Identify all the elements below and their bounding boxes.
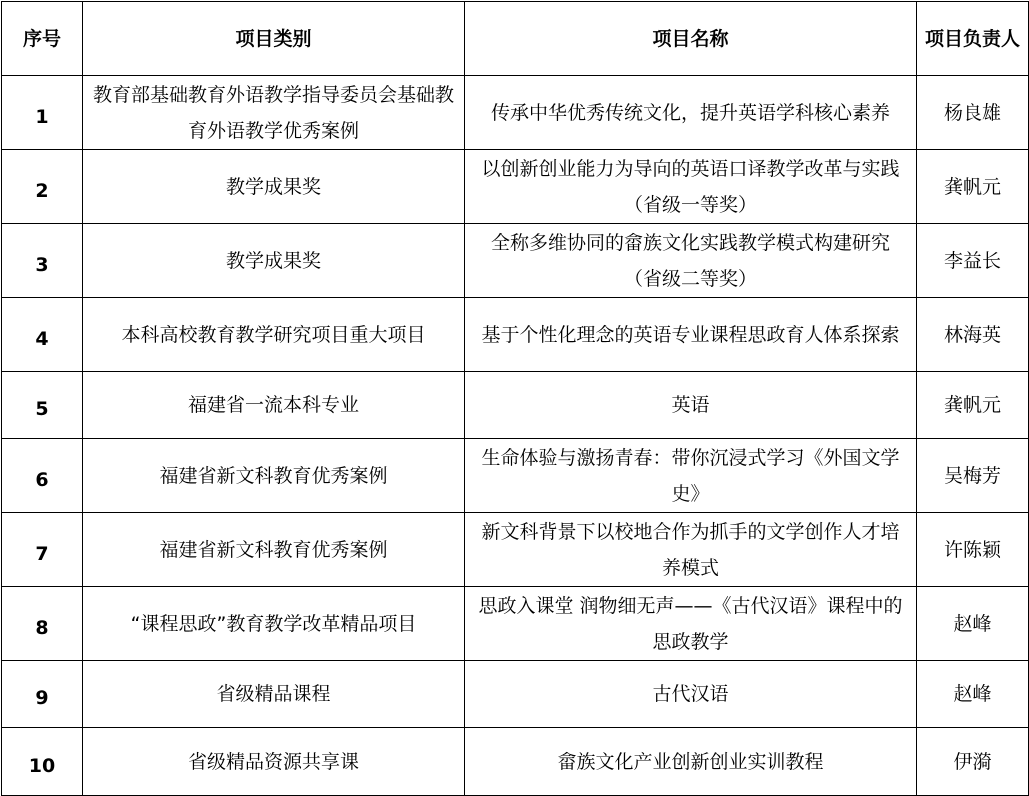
row-category: 本科高校教育教学研究项目重大项目 — [83, 298, 465, 372]
header-leader: 项目负责人 — [917, 2, 1029, 76]
row-category: 教学成果奖 — [83, 224, 465, 298]
row-leader: 吴梅芳 — [917, 439, 1029, 513]
row-category: 福建省新文科教育优秀案例 — [83, 513, 465, 587]
row-category: 教育部基础教育外语教学指导委员会基础教育外语教学优秀案例 — [83, 76, 465, 150]
row-num: 5 — [2, 372, 83, 439]
row-leader: 林海英 — [917, 298, 1029, 372]
header-category: 项目类别 — [83, 2, 465, 76]
table-row — [2, 439, 1029, 513]
row-name: 以创新创业能力为导向的英语口译教学改革与实践（省级一等奖） — [465, 150, 917, 224]
row-leader: 杨良雄 — [917, 76, 1029, 150]
table-row — [2, 224, 1029, 298]
row-name: 全称多维协同的畲族文化实践教学模式构建研究（省级二等奖） — [465, 224, 917, 298]
table-row — [2, 372, 1029, 439]
row-num: 1 — [2, 76, 83, 150]
row-leader: 李益长 — [917, 224, 1029, 298]
row-category: 福建省一流本科专业 — [83, 372, 465, 439]
row-num: 10 — [2, 728, 83, 796]
table-row — [2, 298, 1029, 372]
row-leader: 赵峰 — [917, 661, 1029, 728]
row-name: 生命体验与激扬青春：带你沉浸式学习《外国文学史》 — [465, 439, 917, 513]
row-num: 9 — [2, 661, 83, 728]
row-name: 英语 — [465, 372, 917, 439]
row-num: 2 — [2, 150, 83, 224]
row-category: 省级精品资源共享课 — [83, 728, 465, 796]
row-name: 传承中华优秀传统文化，提升英语学科核心素养 — [465, 76, 917, 150]
row-leader: 赵峰 — [917, 587, 1029, 661]
row-name: 思政入课堂 润物细无声——《古代汉语》课程中的思政教学 — [465, 587, 917, 661]
row-num: 4 — [2, 298, 83, 372]
row-category: 教学成果奖 — [83, 150, 465, 224]
project-table — [1, 1, 1029, 796]
row-category: 省级精品课程 — [83, 661, 465, 728]
row-num: 7 — [2, 513, 83, 587]
header-row — [2, 2, 1029, 76]
row-num: 6 — [2, 439, 83, 513]
table-row — [2, 587, 1029, 661]
row-num: 3 — [2, 224, 83, 298]
row-category: “课程思政”教育教学改革精品项目 — [83, 587, 465, 661]
table-row — [2, 76, 1029, 150]
row-leader: 龚帆元 — [917, 150, 1029, 224]
row-name: 基于个性化理念的英语专业课程思政育人体系探索 — [465, 298, 917, 372]
header-num: 序号 — [2, 2, 83, 76]
row-num: 8 — [2, 587, 83, 661]
table-row — [2, 150, 1029, 224]
header-name: 项目名称 — [465, 2, 917, 76]
row-name: 古代汉语 — [465, 661, 917, 728]
row-category: 福建省新文科教育优秀案例 — [83, 439, 465, 513]
row-leader: 许陈颖 — [917, 513, 1029, 587]
row-name: 畲族文化产业创新创业实训教程 — [465, 728, 917, 796]
table-row — [2, 661, 1029, 728]
row-leader: 龚帆元 — [917, 372, 1029, 439]
row-name: 新文科背景下以校地合作为抓手的文学创作人才培养模式 — [465, 513, 917, 587]
table-row — [2, 728, 1029, 796]
table-row — [2, 513, 1029, 587]
row-leader: 伊漪 — [917, 728, 1029, 796]
